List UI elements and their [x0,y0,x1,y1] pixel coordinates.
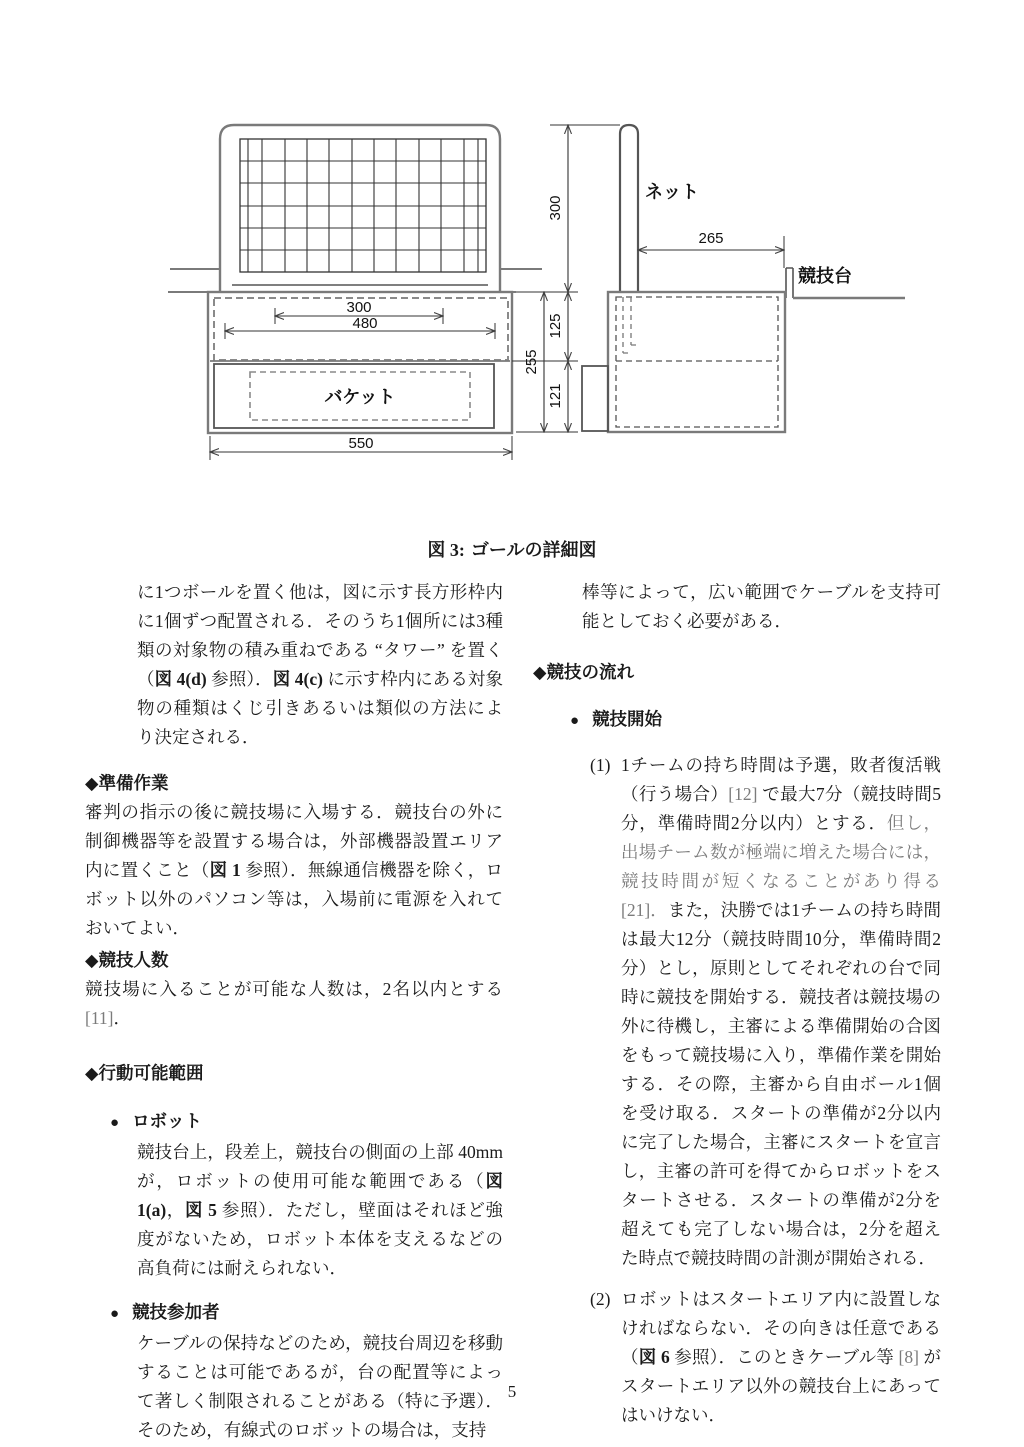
shared-dimension-stack [512,125,620,432]
dim-label-net-height: 300 [547,195,564,221]
dim-label-550: 550 [348,435,374,452]
figure-reference: 図 1(a) [137,1171,503,1220]
revised-text: 但し，出場チーム数が極端に増えた場合には，競技時間が短くなることがあり得る [621,813,942,891]
text-run: 競技台上，段差上，競技台の側面の上部 40mm が，ロボットの使用可能な範囲である（ [137,1142,503,1191]
dim-label-125: 125 [547,313,564,339]
paragraph-robot-range [137,1138,503,1283]
table-label: 競技台 [798,266,852,286]
bullet-label-start: 競技開始 [592,709,663,729]
bullet-item-participants [85,1298,503,1329]
dim-label-121: 121 [547,383,564,409]
net-label: ネット [645,182,699,202]
caption-title: ゴールの詳細図 [470,540,597,560]
bullet-label-robot: ロボット [132,1111,203,1131]
right-column [533,578,941,1430]
text-run: 参照）．ただし，壁面はそれほど強度がないため，ロボット本体を支えるなどの高負荷には耐えられない． [137,1200,504,1278]
bullet-icon: ● [110,1306,120,1322]
text-run: また，決勝では1チームの持ち時間は最大12分（競技時間10分，準備時間2分）とし，原則としてそれぞれの台で同時に競技を開始する．競技者は競技場の外に待機し，主審による準備開始の合図をもって競技場に入り，準備作業を開始する．その際，主審から自由ボール1個を受け取る．スタートの準備が2分以内に完了した場合，主審にスタートを宣言し，主審の許可を得てからロボットをスタートさせる．スタートの準備が2分を超えても完了しない場合は，2分を超えた時点で競技時間の計測が開始される． [621,900,942,1268]
text-run: ， [166,1200,185,1220]
paragraph-player-count [85,975,503,1033]
figure-reference: 図 4(c) [272,669,323,689]
caption-number: 図 3: [427,540,465,560]
page-number: 5 [507,1382,517,1401]
heading-preparation: ◆準備作業 [85,773,169,793]
text-run: 参照）．無線通信機器を除く，ロボット以外のパソコン等は，入場前に電源を入れておいてよい． [85,860,504,938]
figure-reference: 図 4(d) [154,669,207,689]
figure-reference: 図 5 [184,1200,217,1220]
text-run: 参照）．このときケーブル等 [669,1347,899,1367]
goal-front-view [168,125,542,460]
text-run: 審判の指示の後に競技場に入場する．競技台の外に制御機器等を設置する場合は，外部機器設置エリア内に置くこと（ [85,802,503,880]
text-run: に示す枠内にある対象物の種類はくじ引きあるいは類似の方法により決定される． [137,669,504,747]
dim-extension-lines [512,125,620,432]
goal-side-view [582,125,905,432]
bullet-icon: ● [110,1115,120,1131]
goal-side-box [608,292,785,432]
figure-caption [0,536,1024,562]
citation-12: [12] [728,784,758,804]
dim-label-265: 265 [698,230,724,247]
dim-label-480: 480 [352,315,378,332]
side-dashed-inset [616,297,778,427]
paragraph-cable-support: 棒等によって，広い範囲でケーブルを支持可能としておく必要がある． [582,582,941,631]
numbered-item-2 [590,1285,942,1430]
text-run: 参照）． [206,669,273,689]
net-pole [620,125,638,292]
text-run: 競技場に入ることが可能な人数は，2名以内とする [85,979,503,999]
text-run: ケーブルの保持などのため，競技台周辺を移動することは可能であるが，台の配置等によって著しく制限されることがある（特に予選）．そのため，有線式のロボットの場合は，支持 [137,1333,503,1440]
paragraph-time-limit [621,751,941,1273]
item-number: (2) [590,1289,611,1309]
heading-player-count: ◆競技人数 [85,950,169,970]
net-grid-horizontals [240,161,486,250]
heading-competition-flow: ◆競技の流れ [533,662,634,682]
bullet-item-start [533,705,941,736]
figure-reference: 図 1 [209,860,241,880]
item-number: (1) [590,755,611,775]
heading-action-range: ◆行動可能範囲 [85,1063,204,1083]
paragraph-start-area [621,1285,941,1430]
figure-reference: 図 6 [638,1347,670,1367]
bucket-label: バケット [324,387,396,407]
paragraph-object-placement [137,578,503,752]
bullet-label-participants: 競技参加者 [132,1302,220,1322]
table-edge-notch [786,268,793,298]
text-run: で最大7分（競技時間5分，準備時間2分以内）とする． [621,784,942,833]
pole-hidden-extension [623,297,638,353]
side-step-block [582,366,608,431]
numbered-item-1 [590,751,942,1273]
text-run: ロボットはスタートエリア内に設置しなければならない．その向きは任意である（ [621,1289,941,1367]
dim-label-300-width: 300 [346,299,372,316]
citation-21: [21] [621,900,651,920]
left-column [85,578,503,1445]
text-run: に1つボールを置く他は，図に示す長方形枠内に1個ずつ配置される．そのうち1個所には3種類の対象物の積み重ねである “タワー” を置く（ [137,582,503,689]
bullet-item-robot [85,1107,503,1138]
citation-8: [8] [898,1347,919,1367]
paragraph-preparation [85,798,503,943]
citation-11: [11] [85,1008,114,1028]
dim-label-255: 255 [523,349,540,375]
text-run: ． [113,1008,132,1028]
bullet-icon: ● [570,713,580,729]
text-run: 1チームの持ち時間は予選，敗者復活戦（行う場合） [621,755,941,804]
text-run: がスタートエリア以外の競技台上にあってはいけない． [621,1347,942,1425]
revised-text: ． [650,900,668,920]
goal-detail-figure [82,100,942,465]
